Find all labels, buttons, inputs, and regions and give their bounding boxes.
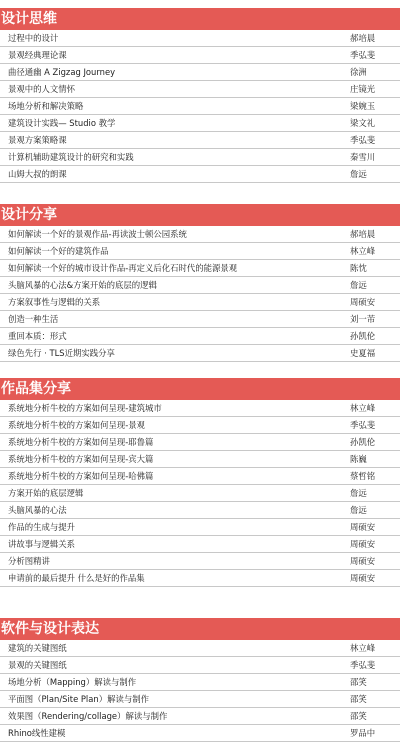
course-row[interactable]	[0, 691, 400, 708]
course-author: 季弘斐	[350, 135, 376, 145]
course-row[interactable]	[0, 294, 400, 311]
course-row[interactable]	[0, 708, 400, 725]
course-author: 史夏福	[350, 348, 376, 358]
course-title: 场地分析（Mapping）解读与制作	[8, 677, 137, 687]
section-portfolio-sharing	[0, 378, 400, 587]
course-author: 邵笑	[350, 694, 367, 704]
course-list	[0, 226, 400, 362]
course-title: 方案开始的底层逻辑	[8, 488, 84, 498]
course-author: 罗品中	[350, 728, 376, 738]
course-title: 重回本质：形式	[8, 331, 67, 341]
course-title: 景观的关键图纸	[8, 660, 67, 670]
course-title: 头脑风暴的心法	[8, 505, 67, 515]
course-row[interactable]	[0, 166, 400, 183]
course-row[interactable]	[0, 434, 400, 451]
course-title: Rhino线性建模	[8, 728, 66, 738]
course-title: 申请前的最后提升 什么是好的作品集	[8, 573, 145, 583]
course-row[interactable]	[0, 468, 400, 485]
course-author: 周硕安	[350, 297, 376, 307]
course-author: 秦雪川	[350, 152, 376, 162]
course-author: 徐洲	[350, 67, 367, 77]
course-row[interactable]	[0, 260, 400, 277]
course-author: 詹远	[350, 505, 367, 515]
course-row[interactable]	[0, 243, 400, 260]
course-author: 周硕安	[350, 556, 376, 566]
course-row[interactable]	[0, 115, 400, 132]
course-row[interactable]	[0, 640, 400, 657]
section-header: 作品集分享	[0, 378, 400, 400]
course-list	[0, 30, 400, 183]
course-title: 过程中的设计	[8, 33, 59, 43]
course-title: 创造一种生活	[8, 314, 59, 324]
course-title: 系统地分析牛校的方案如何呈现-哈佛篇	[8, 471, 154, 481]
section-software-expression	[0, 618, 400, 742]
course-title: 山姆大叔的朗课	[8, 169, 67, 179]
course-title: 分析图精讲	[8, 556, 50, 566]
course-author: 周硕安	[350, 522, 376, 532]
course-author: 陈巍	[350, 454, 367, 464]
course-title: 头脑风暴的心法&方案开始的底层的逻辑	[8, 280, 157, 290]
course-author: 邵笑	[350, 677, 367, 687]
section-design-sharing	[0, 204, 400, 362]
course-row[interactable]	[0, 30, 400, 47]
course-row[interactable]	[0, 328, 400, 345]
course-title: 系统地分析牛校的方案如何呈现-耶鲁篇	[8, 437, 154, 447]
course-title: 计算机辅助建筑设计的研究和实践	[8, 152, 134, 162]
course-author: 蔡哲铭	[350, 471, 376, 481]
course-author: 孙凯伦	[350, 331, 376, 341]
course-title: 讲故事与逻辑关系	[8, 539, 75, 549]
course-author: 詹远	[350, 488, 367, 498]
course-author: 周硕安	[350, 539, 376, 549]
course-author: 詹远	[350, 280, 367, 290]
course-author: 郝培晨	[350, 229, 376, 239]
course-row[interactable]	[0, 519, 400, 536]
course-row[interactable]	[0, 64, 400, 81]
course-title: 建筑的关键图纸	[8, 643, 67, 653]
course-row[interactable]	[0, 725, 400, 742]
course-row[interactable]	[0, 81, 400, 98]
course-title: 平面图（Plan/Site Plan）解读与制作	[8, 694, 149, 704]
course-row[interactable]	[0, 485, 400, 502]
section-header: 设计思维	[0, 8, 400, 30]
course-row[interactable]	[0, 311, 400, 328]
course-title: 建筑设计实践— Studio 教学	[8, 118, 116, 128]
course-row[interactable]	[0, 400, 400, 417]
course-title: 方案叙事性与逻辑的关系	[8, 297, 101, 307]
course-row[interactable]	[0, 451, 400, 468]
course-author: 詹远	[350, 169, 367, 179]
course-author: 邵笑	[350, 711, 367, 721]
course-author: 林立峰	[350, 403, 376, 413]
course-title: 景观经典理论课	[8, 50, 67, 60]
course-author: 梁婉玉	[350, 101, 376, 111]
course-title: 如何解读一个好的城市设计作品-再定义后化石时代的能源景观	[8, 263, 238, 273]
course-row[interactable]	[0, 674, 400, 691]
course-title: 曲径通幽 A Zigzag Journey	[8, 67, 116, 77]
course-author: 梁文礼	[350, 118, 376, 128]
course-author: 林立峰	[350, 246, 376, 256]
course-title: 系统地分析牛校的方案如何呈现-景观	[8, 420, 146, 430]
course-row[interactable]	[0, 132, 400, 149]
course-title: 场地分析和解决策略	[8, 101, 84, 111]
course-title: 绿色先行 · TLS近期实践分享	[8, 348, 115, 358]
section-header: 设计分享	[0, 204, 400, 226]
course-author: 周硕安	[350, 573, 376, 583]
course-row[interactable]	[0, 657, 400, 674]
course-author: 季弘斐	[350, 420, 376, 430]
course-author: 季弘斐	[350, 660, 376, 670]
course-row[interactable]	[0, 98, 400, 115]
course-title: 系统地分析牛校的方案如何呈现-建筑城市	[8, 403, 162, 413]
course-title: 作品的生成与提升	[8, 522, 75, 532]
course-row[interactable]	[0, 226, 400, 243]
course-row[interactable]	[0, 149, 400, 166]
course-row[interactable]	[0, 502, 400, 519]
course-author: 季弘斐	[350, 50, 376, 60]
course-title: 景观中的人文情怀	[8, 84, 75, 94]
course-row[interactable]	[0, 536, 400, 553]
course-author: 刘一芾	[350, 314, 376, 324]
course-list	[0, 640, 400, 742]
course-title: 景观方案策略课	[8, 135, 67, 145]
course-row[interactable]	[0, 277, 400, 294]
course-author: 林立峰	[350, 643, 376, 653]
course-row[interactable]	[0, 553, 400, 570]
course-row[interactable]	[0, 570, 400, 587]
section-header: 软件与设计表达	[0, 618, 400, 640]
course-title: 如何解读一个好的建筑作品	[8, 246, 109, 256]
course-author: 庄镜光	[350, 84, 376, 94]
course-row[interactable]	[0, 345, 400, 362]
course-author: 郝培晨	[350, 33, 376, 43]
course-list	[0, 400, 400, 587]
course-author: 孙凯伦	[350, 437, 376, 447]
course-row[interactable]	[0, 47, 400, 64]
course-title: 效果图（Rendering/collage）解读与制作	[8, 711, 168, 721]
course-title: 如何解读一个好的景观作品-再读波士顿公园系统	[8, 229, 187, 239]
section-design-thinking	[0, 8, 400, 183]
course-row[interactable]	[0, 417, 400, 434]
course-title: 系统地分析牛校的方案如何呈现-宾大篇	[8, 454, 154, 464]
course-author: 陈忱	[350, 263, 367, 273]
